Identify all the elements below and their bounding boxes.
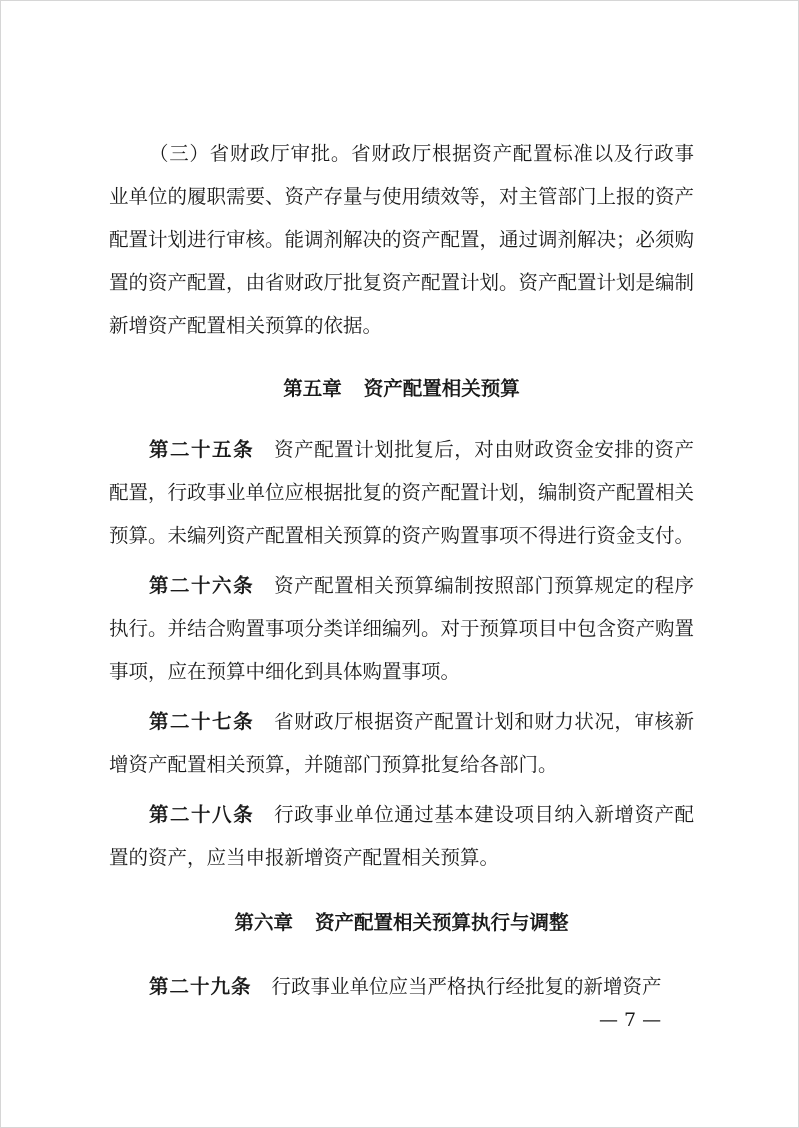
- page-body: [109, 132, 694, 1008]
- intro-paragraph: （三）省财政厅审批。省财政厅根据资产配置标准以及行政事业单位的履职需要、资产存量与使用绩效等，对主管部门上报的资产配置计划进行审核。能调剂解决的资产配置，通过调剂解决；必须购置的资产配置，由省财政厅批复资产配置计划。资产配置计划是编制新增资产配置相关预算的依据。: [109, 142, 695, 337]
- article-text: 行政事业单位通过基本建设项目纳入新增资产配置的资产，应当申报新增资产配置相关预算。: [109, 803, 694, 869]
- article-number: 第二十七条: [149, 710, 255, 733]
- chapter-six-heading: [109, 898, 694, 948]
- article-text: 资产配置相关预算编制按照部门预算规定的程序执行。并结合购置事项分类详细编列。对于预算项目中包含资产购置事项，应在预算中细化到具体购置事项。: [109, 574, 695, 683]
- article-text: 省财政厅根据资产配置计划和财力状况，审核新增资产配置相关预算，并随部门预算批复给各部门。: [109, 710, 694, 776]
- article-27: [109, 700, 694, 786]
- article-text: 行政事业单位应当严格执行经批复的新增资产: [271, 975, 662, 998]
- article-25: [109, 428, 694, 557]
- page-number: — 7 —: [599, 1009, 662, 1031]
- chapter-title: 资产配置相关预算执行与调整: [315, 911, 569, 934]
- article-number: 第二十五条: [149, 438, 255, 461]
- chapter-number: 第六章: [234, 911, 293, 934]
- article-29: [109, 965, 694, 1008]
- article-number: 第二十六条: [149, 574, 255, 597]
- article-text: 资产配置计划批复后，对由财政资金安排的资产配置，行政事业单位应根据批复的资产配置计划，编制资产配置相关预算。未编列资产配置相关预算的资产购置事项不得进行资金支付。: [109, 438, 695, 547]
- chapter-title: 资产配置相关预算: [363, 377, 520, 400]
- chapter-number: 第五章: [283, 377, 342, 400]
- article-number: 第二十九条: [149, 975, 252, 998]
- article-number: 第二十八条: [149, 803, 255, 826]
- article-26: [109, 564, 694, 693]
- article-28: [109, 793, 694, 879]
- chapter-five-heading: [109, 364, 694, 414]
